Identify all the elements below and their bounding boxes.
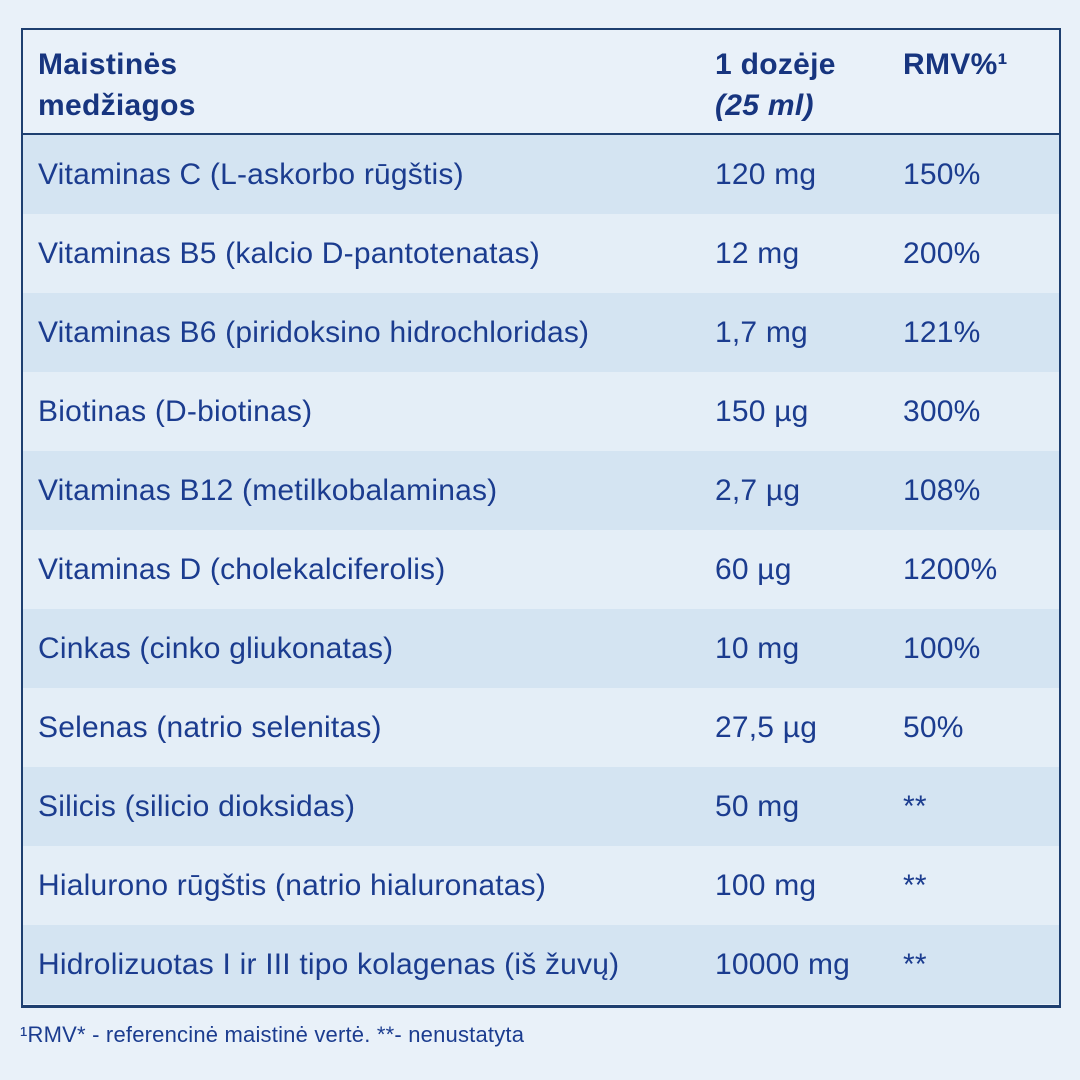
nutrient-rmv: 121% xyxy=(903,315,981,349)
nutrient-name: Hialurono rūgštis (natrio hialuronatas) xyxy=(38,868,547,902)
nutrient-amount: 12 mg xyxy=(715,236,800,270)
nutrient-name: Vitaminas D (cholekalciferolis) xyxy=(38,552,446,586)
nutrient-amount: 120 mg xyxy=(715,157,817,191)
nutrient-rmv: 108% xyxy=(903,473,981,507)
table-header-row xyxy=(23,30,1059,135)
nutrient-amount: 150 µg xyxy=(715,394,809,428)
nutrient-rmv: ** xyxy=(903,947,927,981)
header-dose-line2: (25 ml) xyxy=(715,89,814,122)
nutrient-name: Vitaminas C (L-askorbo rūgštis) xyxy=(38,157,464,191)
header-nutrients xyxy=(38,44,715,126)
header-dose-line1: 1 dozėje xyxy=(715,48,836,81)
header-dose xyxy=(715,44,903,126)
table-row xyxy=(23,688,1059,767)
table-body xyxy=(23,135,1059,1004)
table-row xyxy=(23,214,1059,293)
nutrient-amount: 1,7 mg xyxy=(715,315,808,349)
nutrient-amount: 60 µg xyxy=(715,552,792,586)
table-row xyxy=(23,767,1059,846)
table-row xyxy=(23,293,1059,372)
nutrient-name: Vitaminas B12 (metilkobalaminas) xyxy=(38,473,498,507)
nutrient-name: Silicis (silicio dioksidas) xyxy=(38,789,356,823)
nutrient-amount: 27,5 µg xyxy=(715,710,818,744)
nutrition-table xyxy=(21,28,1061,1008)
nutrient-rmv: 100% xyxy=(903,631,981,665)
footnote: ¹RMV* - referencinė maistinė vertė. **- nenustatyta xyxy=(20,1022,525,1047)
nutrient-amount: 100 mg xyxy=(715,868,817,902)
header-nutrients-line2: medžiagos xyxy=(38,89,196,122)
nutrient-rmv: 1200% xyxy=(903,552,998,586)
nutrient-rmv: ** xyxy=(903,789,927,823)
header-rmv xyxy=(903,44,1059,85)
nutrient-rmv: 300% xyxy=(903,394,981,428)
nutrient-amount: 50 mg xyxy=(715,789,800,823)
nutrient-name: Biotinas (D-biotinas) xyxy=(38,394,313,428)
nutrient-rmv: ** xyxy=(903,868,927,902)
table-row xyxy=(23,846,1059,925)
table-row xyxy=(23,609,1059,688)
nutrient-rmv: 150% xyxy=(903,157,981,191)
nutrient-name: Selenas (natrio selenitas) xyxy=(38,710,382,744)
table-row xyxy=(23,372,1059,451)
nutrient-name: Hidrolizuotas I ir III tipo kolagenas (iš žuvų) xyxy=(38,947,620,981)
table-row xyxy=(23,925,1059,1004)
table-row xyxy=(23,530,1059,609)
header-nutrients-line1: Maistinės xyxy=(38,48,178,81)
nutrient-name: Cinkas (cinko gliukonatas) xyxy=(38,631,394,665)
nutrient-rmv: 50% xyxy=(903,710,964,744)
table-row xyxy=(23,135,1059,214)
nutrient-rmv: 200% xyxy=(903,236,981,270)
nutrient-amount: 10000 mg xyxy=(715,947,851,981)
nutrient-name: Vitaminas B5 (kalcio D-pantotenatas) xyxy=(38,236,540,270)
table-row xyxy=(23,451,1059,530)
nutrient-amount: 2,7 µg xyxy=(715,473,801,507)
header-rmv-label: RMV%¹ xyxy=(903,48,1008,81)
nutrient-amount: 10 mg xyxy=(715,631,800,665)
nutrient-name: Vitaminas B6 (piridoksino hidrochloridas) xyxy=(38,315,590,349)
